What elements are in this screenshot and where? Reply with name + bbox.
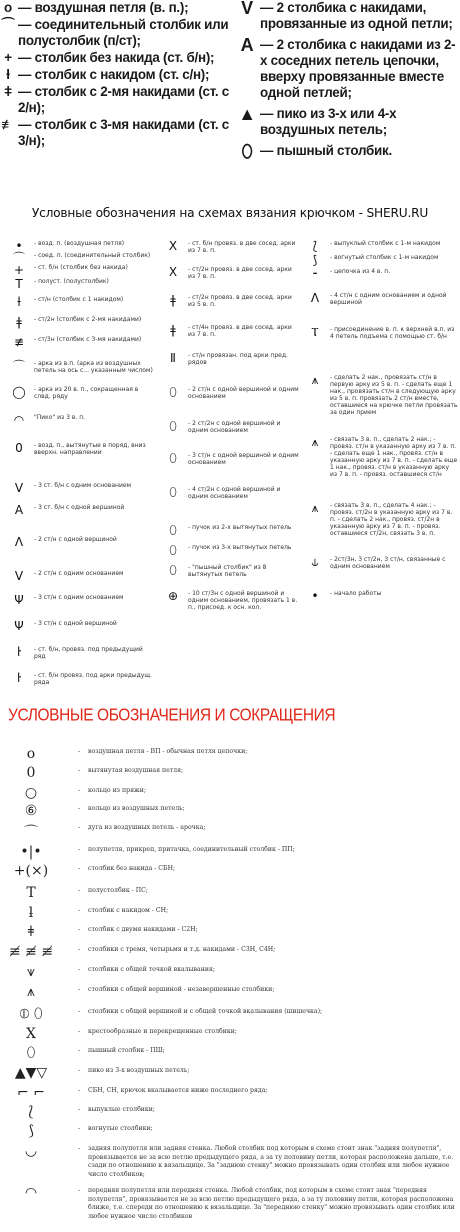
chart-item-text: - ст. б/н, провяз. под предыдущий ряд bbox=[34, 646, 143, 660]
dtr-icon: ≢ ≢ ≢ bbox=[8, 944, 54, 960]
legend1-text: — 2 столбика с накидами, провязанные из одной петли; bbox=[260, 0, 453, 31]
chart-item bbox=[302, 326, 458, 374]
chart-item-text: - ст/н (столбик с 1 накидом) bbox=[34, 296, 124, 303]
legend1-item bbox=[0, 50, 232, 66]
chart-item bbox=[160, 590, 300, 630]
a-icon: A bbox=[14, 503, 24, 517]
x-icon: ǂ bbox=[170, 293, 176, 307]
legend1-text: — столбик с 2-мя накидами (ст. с 2/н); bbox=[18, 84, 230, 115]
chart-item-text: - 3 ст/н с одной вершиной bbox=[34, 620, 117, 627]
a-icon: Λ bbox=[310, 291, 320, 305]
legend1-text: — пышный столбик. bbox=[260, 143, 392, 158]
circle-icon: ○ bbox=[24, 785, 38, 801]
chart-item-text: - ст. б/н (столбик без накида) bbox=[34, 264, 128, 271]
legend1-item bbox=[236, 106, 460, 138]
abbreviation-text: столбики с общей вершиной и с общей точкой вкалывания (шишечка); bbox=[88, 1008, 323, 1015]
chart-item-text: - пучок из 2-х вытянутых петель bbox=[188, 524, 292, 531]
section-title-abbreviations: УСЛОВНЫЕ ОБОЗНАЧЕНИЯ И СОКРАЩЕНИЯ bbox=[8, 706, 336, 726]
chart-item bbox=[6, 360, 156, 386]
circled-digit-icon: ⑥ bbox=[24, 803, 38, 819]
abbreviation-text: полустолбик - ПС; bbox=[88, 887, 148, 894]
abbreviation-text: вытянутая воздушная петля; bbox=[88, 767, 184, 774]
slip-stitch-icon: ⌒ bbox=[12, 251, 25, 265]
relief-icon: ⟅ bbox=[312, 239, 318, 253]
chart-item-text: - пучок из 3-х вытянутых петель bbox=[188, 544, 292, 551]
chart-item-text: - 4 ст/2н с одной вершиной и одним основанием bbox=[188, 486, 281, 500]
chain-icon: • bbox=[15, 239, 23, 253]
chart-item bbox=[160, 324, 300, 352]
join-icon: Ⲧ bbox=[311, 325, 319, 339]
tiny-oval-icon: o bbox=[26, 746, 36, 762]
crossed-stick-icon: ƚ bbox=[6, 67, 10, 82]
chart-item-text: - 3 ст/н с одним основанием bbox=[34, 594, 124, 601]
x-icon: ǂ bbox=[170, 323, 176, 337]
chart-item-text: - выпуклый столбик с 1-м накидом bbox=[330, 240, 441, 247]
chart-item-text: - 2 ст/2н с одной вершиной и одним основанием bbox=[188, 420, 281, 434]
arch-icon: ⌒ bbox=[12, 359, 25, 373]
separator-dash: - bbox=[78, 1125, 81, 1132]
puff-icon: ⬯ bbox=[169, 523, 177, 537]
fan-icon: ⊕ bbox=[167, 589, 179, 603]
relief-icon: ⟆ bbox=[28, 1123, 34, 1139]
abbreviation-text: столбик с накидом - СН; bbox=[88, 907, 169, 914]
chart-item-text: - 2 ст/н с одним основанием bbox=[34, 570, 124, 577]
abbreviation-text: пышный столбик - ПШ; bbox=[88, 1047, 165, 1054]
separator-dash: - bbox=[78, 824, 81, 831]
dot-icon: •|• bbox=[20, 844, 42, 860]
cluster-icon: ⫝ bbox=[311, 555, 319, 569]
x-icon: X bbox=[168, 239, 178, 253]
joined-bottom-icon: A bbox=[240, 35, 254, 55]
chart-item-text: - ст/2н (столбик с 2-мя накидами) bbox=[34, 316, 142, 323]
chart-item bbox=[160, 352, 300, 386]
separator-dash: - bbox=[78, 1008, 81, 1015]
chart-item bbox=[302, 240, 458, 254]
separator-dash: - bbox=[78, 748, 81, 755]
chart-item-text: - "пышный столбик" из 8 вытянутых петель bbox=[188, 564, 267, 578]
abbreviation-text: полупетля, прикреп, притачка, соединительный столбик - ПП; bbox=[88, 846, 295, 853]
t-icon: T bbox=[26, 885, 36, 901]
abbreviation-text: воздушная петля - ВП - обычная петля цепочки; bbox=[88, 748, 248, 755]
section-title-sheru: Условные обозначения на схемах вязания крючком - SHERU.RU bbox=[31, 206, 429, 220]
chart-item bbox=[6, 264, 156, 278]
chart-item bbox=[6, 414, 156, 442]
loop-icon: 0 bbox=[15, 441, 23, 455]
chart-item-text: - ст/3н (столбик с 3-мя накидами) bbox=[34, 336, 142, 343]
chart-item bbox=[6, 594, 156, 620]
oval-icon: ⬯ bbox=[169, 485, 177, 499]
separator-dash: - bbox=[78, 1145, 81, 1152]
legend1-item bbox=[0, 0, 232, 16]
chart-item-text: - 3 ст. б/н с одним основанием bbox=[34, 482, 132, 489]
chart-item bbox=[302, 254, 458, 268]
chart-item bbox=[6, 536, 156, 570]
separator-dash: - bbox=[78, 1028, 81, 1035]
separator-dash: - bbox=[78, 1087, 81, 1094]
cluster-icon: ⩚ bbox=[311, 501, 319, 515]
chart-item bbox=[302, 590, 458, 610]
chart-item bbox=[160, 564, 300, 590]
x-icon: Ⅱ bbox=[170, 351, 176, 365]
abbreviation-text: крестообразные и перекрещенные столбики; bbox=[88, 1028, 237, 1035]
v-icon: V bbox=[14, 481, 24, 495]
abbreviation-text: столбики с тремя, четырьмя и т.д. накидами - С3Н, С4Н; bbox=[88, 946, 276, 953]
chart-item bbox=[160, 294, 300, 324]
double-crossed-stick-icon: ǂ bbox=[4, 84, 12, 99]
chart-item bbox=[160, 420, 300, 452]
tr-icon: ǂ bbox=[16, 315, 22, 329]
fan-icon: ⩛ bbox=[27, 964, 35, 980]
abbreviation-text: передняя полупетля или передняя стенка. Любой столбик, под которым в схеме стоит знак "передняя полупетля", провязывается не за всю петлю предыдущего ряда, а за ту половину петли, которая расположена ближе, т.е. спереди по отношению к вязальщице. За "переднюю стенку" можно провязывать один столбик или любое нужное число столбиков bbox=[88, 1187, 455, 1220]
puff-icon: ⦶ ⬯ bbox=[19, 1006, 43, 1022]
chart-item bbox=[6, 316, 156, 336]
abbreviation-text: СБН, СН, крючок вкалывается ниже последнего ряда; bbox=[88, 1087, 268, 1094]
legend1-item bbox=[0, 17, 232, 49]
chart-column-1 bbox=[6, 240, 156, 696]
dc-icon: ƚ bbox=[17, 295, 21, 309]
separator-dash: - bbox=[78, 787, 81, 794]
chart-item bbox=[160, 524, 300, 544]
cluster-icon: ⩚ bbox=[311, 373, 319, 387]
chart-item-text: - присоединение в. п. к верхней в.п. из 4 петель подъема с помощью ст. б/н bbox=[330, 326, 455, 340]
relief-icon: ⟅ bbox=[28, 1104, 34, 1120]
chart-item bbox=[160, 544, 300, 564]
puff-stitch-icon: ⬯ bbox=[26, 1045, 36, 1061]
chart-item-text: - ст/н провязан. под арки пред. рядов bbox=[188, 352, 288, 366]
separator-dash: - bbox=[78, 865, 81, 872]
chart-item bbox=[6, 504, 156, 536]
back-loop-icon: ◡ bbox=[24, 1143, 38, 1159]
bent-icon: ŀ bbox=[16, 645, 22, 659]
chart-item-text: - 2 ст/н с одной вершиной bbox=[34, 536, 117, 543]
oval-icon: ⬯ bbox=[169, 419, 177, 433]
plus-icon: + bbox=[4, 50, 12, 65]
chart-item bbox=[302, 268, 458, 292]
chart-item bbox=[302, 436, 458, 502]
separator-dash: - bbox=[78, 805, 81, 812]
separator-dash: - bbox=[78, 1187, 81, 1194]
separator-dash: - bbox=[78, 887, 81, 894]
legend1-text: — пико из 3-х или 4-х воздушных петель; bbox=[260, 106, 397, 137]
chart-item-text: - возд. п. (воздушная петля) bbox=[34, 240, 125, 247]
oval-icon: ⬯ bbox=[169, 451, 177, 465]
separator-dash: - bbox=[78, 946, 81, 953]
chart-item-text: - 3 ст/н с одной вершиной и одним основанием bbox=[188, 452, 299, 466]
abbreviation-text: пико из 3-х воздушных петель; bbox=[88, 1067, 190, 1074]
chart-item-text: - 3 ст. б/н с одной вершиной bbox=[34, 504, 125, 511]
hook-icon: ⌐ ⌐ bbox=[17, 1085, 45, 1101]
ring-icon: ◯ bbox=[12, 385, 26, 399]
arch-icon: ⌒ bbox=[24, 825, 38, 841]
legend1-item bbox=[236, 143, 460, 159]
chart-item bbox=[160, 266, 300, 294]
chart-item bbox=[160, 386, 300, 420]
abbreviation-text: столбик с двумя накидами - С2Н; bbox=[88, 926, 198, 933]
chart-item bbox=[6, 482, 156, 504]
chart-item bbox=[302, 374, 458, 436]
front-loop-icon: ◠ bbox=[24, 1185, 38, 1201]
chart-item bbox=[302, 556, 458, 590]
chart-item-text: - связать 3 в. п., сделать 2 нак.; - провяз. ст/н в указанную арку из 7 в. п. - сделать еще 1 нак., провяз. ст/н в указанную арку из 7 в. п. - сделать еще 1 нак., провяз. ст/н в указанную арку из 7 в. п. - провяз. оставшиеся ст/н bbox=[330, 436, 458, 478]
a-icon: Λ bbox=[14, 535, 24, 549]
arc-icon: ⌒ bbox=[1, 17, 15, 32]
legend1-item bbox=[236, 0, 460, 32]
legend1-text: — столбик с накидом (ст. с/н); bbox=[18, 67, 210, 82]
half-dc-icon: T bbox=[15, 277, 23, 291]
chart-item-text: - 10 ст/3н с одной вершиной и одним основанием, провязать 1 в. п., присоед. к осн. кол. bbox=[188, 590, 298, 611]
chart-item bbox=[6, 386, 156, 414]
chart-item-text: - арка из в.п. (арка из воздушных петель на ось с... указанным числом) bbox=[34, 360, 153, 374]
x-icon: X bbox=[168, 265, 178, 279]
legend1-text: — соединительный столбик или полустолбик (п/ст); bbox=[18, 17, 229, 48]
joined-top-icon: V bbox=[241, 0, 253, 18]
separator-dash: - bbox=[78, 907, 81, 914]
tr-icon: ǂ bbox=[27, 924, 35, 940]
separator-dash: - bbox=[78, 966, 81, 973]
chart-item bbox=[302, 502, 458, 556]
abbreviation-text: дуга из воздушных петель - арочка; bbox=[88, 824, 206, 831]
legend1-item bbox=[236, 37, 460, 101]
chart-item bbox=[6, 252, 156, 264]
plus-icon: +(×) bbox=[13, 863, 49, 879]
separator-dash: - bbox=[78, 1106, 81, 1113]
legend1-item bbox=[0, 84, 232, 116]
separator-dash: - bbox=[78, 846, 81, 853]
legend1-item bbox=[0, 67, 232, 83]
legend1-right-column bbox=[236, 0, 460, 164]
chart-item bbox=[6, 620, 156, 646]
chart-item bbox=[160, 486, 300, 524]
chart-item bbox=[6, 672, 156, 696]
cluster-icon: ⩚ bbox=[27, 984, 35, 1000]
abbreviation-text: задняя полупетля или задняя стенка. Любой столбик под которым в схеме стоит знак "задняя полупетля", провязывается не за всю петлю предыдущего ряда, а за ту половину петли, которая расположена дальше, т.е. сзади по отношению к вязальщице. За "заднюю стенку" можно провязывать один столбик или любое нужное число столбиков; bbox=[88, 1145, 454, 1178]
chart-item-text: - ст. б/н провяз. под арки предыдущ. ряда bbox=[34, 672, 152, 686]
chart-item-text: - 4 ст/н с одним основанием и одной вершиной bbox=[330, 292, 447, 306]
chart-item-text: - 2 ст/н с одной вершиной и одним основанием bbox=[188, 386, 299, 400]
chart-item bbox=[160, 240, 300, 266]
puff-icon: ⬯ bbox=[169, 543, 177, 557]
relief-icon: ⟆ bbox=[312, 253, 318, 267]
legend1-text: — воздушная петля (в. п.); bbox=[18, 0, 189, 15]
chart-item-text: - вогнутый столбик с 1-м накидом bbox=[330, 254, 439, 261]
chart-item-text: - возд. п., вытянутые в поряд, вниз вверхн. направлении bbox=[34, 442, 146, 456]
separator-dash: - bbox=[78, 1047, 81, 1054]
abbreviation-text: столбики с общей точкой вкалывания; bbox=[88, 966, 215, 973]
chart-item-text: - сделать 2 нак., провязать ст/н в первую арку из 5 в. п. - сделать еще 1 нак., провязать ст/н в следующую арку из 5 в. п. провязать 2 ст/н вместе, оставшиеся на крючке петли провязать за один прием bbox=[330, 374, 458, 416]
chart-item-text: - арка из 20 в. п., сокращенная в слвд. ряду bbox=[34, 386, 139, 400]
abbreviation-text: кольцо из пряжи; bbox=[88, 787, 146, 794]
chart-column-3 bbox=[302, 240, 458, 610]
chart-item-text: - ст/2н провяз. в две сосед. арки из 7 в. п. bbox=[188, 266, 292, 280]
v-icon: Ψ bbox=[14, 593, 24, 607]
chart-item-text: - цепочка из 4 в. п. bbox=[330, 268, 391, 275]
abbreviation-text: столбик без накида - СБН; bbox=[88, 865, 176, 872]
chart-item bbox=[6, 296, 156, 316]
picot-triangle-icon: ▲ bbox=[238, 104, 256, 124]
chart-item-text: - ст/4н провяз. в две сосед. арки из 7 в. п. bbox=[188, 324, 292, 338]
triple-crossed-stick-icon: ≢ bbox=[1, 117, 15, 132]
cluster-icon: ⩚ bbox=[311, 435, 319, 449]
legend1-text: — 2 столбика с накидами из 2-х соседних петель цепочки, вверху провязанные вместе одной петлей; bbox=[260, 37, 456, 100]
picot-icon: ◠ bbox=[13, 413, 25, 427]
chart-item bbox=[6, 570, 156, 594]
legend1-left-column bbox=[0, 0, 232, 150]
picot-triangle-icon: ▲▼▽ bbox=[14, 1065, 48, 1081]
abbreviation-text: столбики с общей вершиной - незавершенные столбики; bbox=[88, 986, 275, 993]
v-icon: V bbox=[14, 569, 24, 583]
abbreviation-text: кольцо из воздушных петель; bbox=[88, 805, 185, 812]
bent-icon: ŀ bbox=[16, 671, 22, 685]
chart-item-text: - начало работы bbox=[330, 590, 382, 597]
chart-item bbox=[160, 452, 300, 486]
dc-icon: ƚ bbox=[28, 905, 34, 921]
chart-item-text: - полуст. (полустолбик) bbox=[34, 278, 109, 285]
chart-item-text: - ст/2н провяз. в две сосед. арки из 5 в. п. bbox=[188, 294, 292, 308]
chart-item bbox=[6, 646, 156, 672]
circle-small-icon: o bbox=[4, 0, 12, 15]
chart-item bbox=[6, 336, 156, 360]
separator-dash: - bbox=[78, 1067, 81, 1074]
legend1-text: — столбик с 3-мя накидами (ст. с 3/н); bbox=[18, 117, 230, 148]
chart-item bbox=[6, 240, 156, 252]
chart-item bbox=[6, 442, 156, 482]
puff-icon: ⬯ bbox=[169, 563, 177, 577]
abbreviations-legend bbox=[0, 740, 460, 1232]
cross-icon: X bbox=[26, 1026, 36, 1042]
chain-icon: ⁃ bbox=[312, 267, 318, 281]
chart-item-text: - соед. п. (соединительный столбик) bbox=[34, 252, 151, 259]
separator-dash: - bbox=[78, 986, 81, 993]
chart-item-text: "Пико" из 3 в. п. bbox=[34, 414, 86, 421]
chart-item-text: - связать 3 в. п., сделать 4 нак.; - провяз. ст/2н в указанную арку из 7 в. п. - сделать 2 нак., провяз. ст/2н в указанную арку из 7 в. п. - провяз. оставшиеся ст/2н, связать 3 в. п. bbox=[330, 502, 453, 537]
legend1-text: — столбик без накида (ст. б/н); bbox=[18, 50, 215, 65]
chart-item bbox=[302, 292, 458, 326]
oval-loop-icon: 0 bbox=[26, 765, 36, 781]
chart-column-2 bbox=[160, 240, 300, 630]
bold-legend bbox=[0, 0, 460, 200]
v-icon: Ψ bbox=[14, 619, 24, 633]
legend1-item bbox=[0, 117, 232, 149]
symbol-chart bbox=[0, 230, 460, 700]
abbreviation-text: выпуклые столбики; bbox=[88, 1106, 155, 1113]
oval-icon: ⬯ bbox=[169, 385, 177, 399]
dot-icon: • bbox=[311, 589, 319, 603]
chart-item bbox=[6, 278, 156, 296]
plus-icon: + bbox=[13, 263, 25, 277]
chart-item-text: - 2ст/3н, 3 ст/2н, 3 ст/н, связанные с одним основанием bbox=[330, 556, 446, 570]
dtr-icon: ≢ bbox=[13, 335, 25, 349]
separator-dash: - bbox=[78, 767, 81, 774]
abbreviation-text: вогнутые столбики; bbox=[88, 1125, 153, 1132]
puff-stitch-icon: ⬯ bbox=[241, 141, 253, 161]
separator-dash: - bbox=[78, 926, 81, 933]
chart-item-text: - ст. б/н провяз. в две сосед. арки из 7 в. п. bbox=[188, 240, 296, 254]
